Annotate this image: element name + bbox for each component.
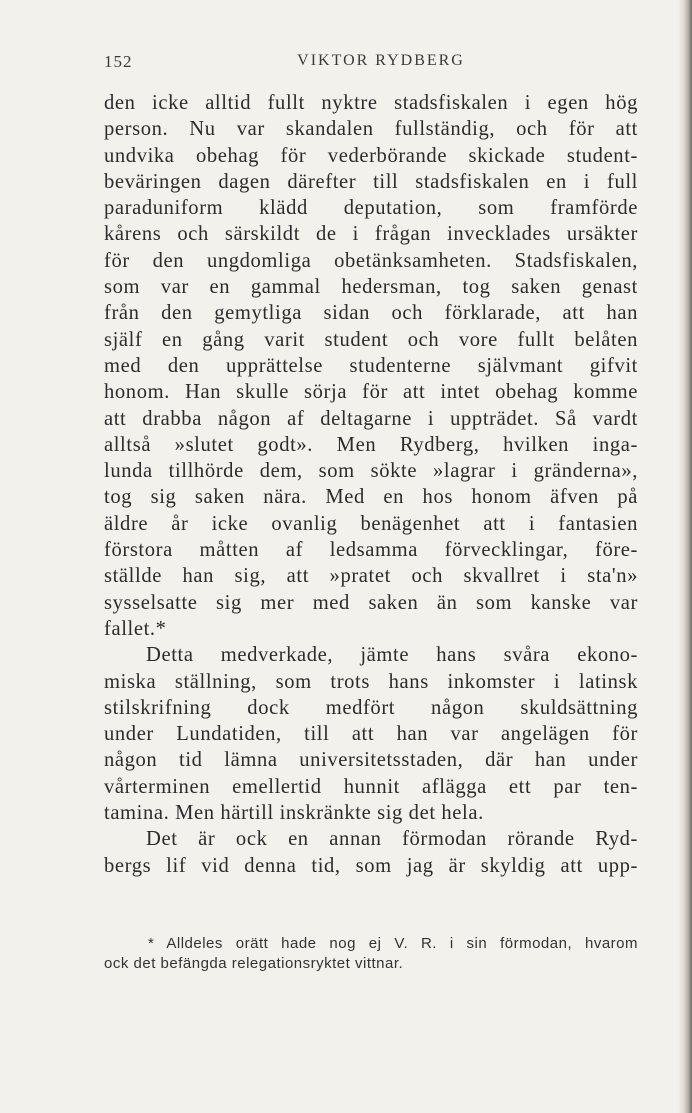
footnote xyxy=(104,934,638,974)
text-line: bergs lif vid denna tid, som jag är skyldig att upp- xyxy=(104,854,638,877)
author-header: VIKTOR RYDBERG xyxy=(297,52,465,69)
body-text xyxy=(104,90,638,879)
footnote-line: ock det befängda relegationsryktet vittnar. xyxy=(104,955,404,972)
footnote-line: * Alldeles orätt hade nog ej V. R. i sin förmodan, hvarom xyxy=(148,935,638,952)
running-head xyxy=(104,52,638,76)
text-line: från den gemytliga sidan och förklarade, att han xyxy=(104,302,638,325)
text-line: honom. Han skulle sörja för att intet obehag komme xyxy=(104,381,638,404)
text-line: för den ungdomliga obetänksamheten. Stadsfiskalen, xyxy=(104,249,638,272)
text-line: lunda tillhörde dem, som sökte »lagrar i gränderna», xyxy=(104,460,638,483)
text-line: att drabba någon af deltagarne i uppträdet. Så vardt xyxy=(104,407,638,430)
text-line: som var en gammal hedersman, tog saken genast xyxy=(104,276,638,299)
text-line: med den upprättelse studenterne självmant gifvit xyxy=(104,354,638,377)
text-line: miska ställning, som trots hans inkomster i latinsk xyxy=(104,670,638,693)
text-line: själf en gång varit student och vore fullt belåten xyxy=(104,328,638,351)
text-line: tog sig saken nära. Med en hos honom äfven på xyxy=(104,486,638,509)
text-line: någon tid lämna universitetsstaden, där han under xyxy=(104,749,638,772)
text-line: ställde han sig, att »pratet och skvallret i sta'n» xyxy=(104,565,638,588)
text-line: under Lundatiden, till att han var angelägen för xyxy=(104,723,638,746)
text-line: äldre år icke ovanlig benägenhet att i fantasien xyxy=(104,512,638,535)
page-edge-shadow xyxy=(678,0,692,1113)
page-number: 152 xyxy=(104,52,133,71)
text-line: tamina. Men härtill inskränkte sig det hela. xyxy=(104,802,484,825)
text-line: Detta medverkade, jämte hans svåra ekono- xyxy=(146,644,638,667)
text-line: undvika obehag för vederbörande skickade student- xyxy=(104,144,638,167)
text-line: fallet.* xyxy=(104,617,167,640)
text-line: alltså »slutet godt». Men Rydberg, hvilken inga- xyxy=(104,433,638,456)
text-line: kårens och särskildt de i frågan invecklades ursäkter xyxy=(104,223,638,246)
text-line: Det är ock en annan förmodan rörande Ryd- xyxy=(146,828,638,851)
text-line: paraduniform klädd deputation, som framförde xyxy=(104,197,638,220)
text-line: förstora måtten af ledsamma förvecklingar, före- xyxy=(104,539,638,562)
text-line: den icke alltid fullt nyktre stadsfiskalen i egen hög xyxy=(104,92,638,114)
text-line: beväringen dagen därefter till stadsfiskalen en i full xyxy=(104,170,638,193)
text-line: sysselsatte sig mer med saken än som kanske var xyxy=(104,591,638,614)
text-line: stilskrifning dock medfört någon skuldsättning xyxy=(104,696,638,719)
text-line: vårterminen emellertid hunnit aflägga ett par ten- xyxy=(104,775,638,798)
text-line: person. Nu var skandalen fullständig, och för att xyxy=(104,118,638,141)
